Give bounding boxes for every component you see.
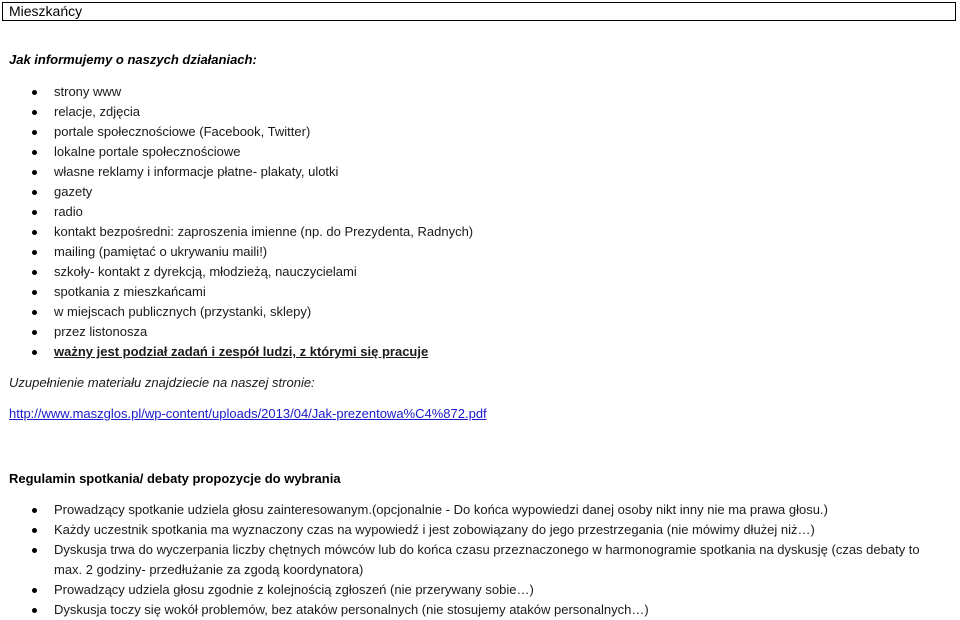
list-item: gazety <box>0 182 473 202</box>
communication-list <box>0 82 473 362</box>
bullet-icon <box>32 528 37 533</box>
bullet-icon <box>32 548 37 553</box>
list-item: własne reklamy i informacje płatne- plakaty, ulotki <box>0 162 473 182</box>
bullet-icon <box>32 608 37 613</box>
list-item: Dyskusja trwa do wyczerpania liczby chętnych mówców lub do końca czasu przeznaczonego w harmonogramie spotkania na dyskusję (czas debaty to max. 2 godziny- przedłużanie za zgodą koordynatora) <box>0 540 934 580</box>
list-item: radio <box>0 202 473 222</box>
bullet-icon <box>32 588 37 593</box>
supplement-text: Uzupełnienie materiału znajdziecie na naszej stronie: <box>9 375 315 390</box>
bullet-icon <box>32 90 37 95</box>
bullet-icon <box>32 110 37 115</box>
bullet-icon <box>32 310 37 315</box>
section-heading-communication: Jak informujemy o naszych działaniach: <box>9 52 257 67</box>
list-item: spotkania z mieszkańcami <box>0 282 473 302</box>
bullet-icon <box>32 170 37 175</box>
list-item: Dyskusja toczy się wokół problemów, bez ataków personalnych (nie stosujemy ataków personalnych…) <box>0 600 934 620</box>
list-item-emphasis: ważny jest podział zadań i zespół ludzi, z którymi się pracuje <box>0 342 473 362</box>
bullet-icon <box>32 190 37 195</box>
list-item: lokalne portale społecznościowe <box>0 142 473 162</box>
bullet-icon <box>32 230 37 235</box>
header-box <box>2 2 956 21</box>
bullet-icon <box>32 210 37 215</box>
bullet-icon <box>32 330 37 335</box>
bullet-icon <box>32 250 37 255</box>
page-title: Mieszkańcy <box>9 3 83 19</box>
list-item: mailing (pamiętać o ukrywaniu maili!) <box>0 242 473 262</box>
list-item: kontakt bezpośredni: zaproszenia imienne (np. do Prezydenta, Radnych) <box>0 222 473 242</box>
list-item: szkoły- kontakt z dyrekcją, młodzieżą, nauczycielami <box>0 262 473 282</box>
list-item: Prowadzący spotkanie udziela głosu zainteresowanym.(opcjonalnie - Do końca wypowiedzi danej osoby nikt inny nie ma prawa głosu.) <box>0 500 934 520</box>
bullet-icon <box>32 290 37 295</box>
supplement-link[interactable]: http://www.maszglos.pl/wp-content/uploads/2013/04/Jak-prezentowa%C4%872.pdf <box>9 406 487 421</box>
list-item: Prowadzący udziela głosu zgodnie z kolejnością zgłoszeń (nie przerywany sobie…) <box>0 580 934 600</box>
rules-list <box>0 500 934 620</box>
bullet-icon <box>32 270 37 275</box>
list-item: strony www <box>0 82 473 102</box>
section-heading-rules: Regulamin spotkania/ debaty propozycje do wybrania <box>9 471 341 486</box>
list-item: relacje, zdjęcia <box>0 102 473 122</box>
list-item: w miejscach publicznych (przystanki, sklepy) <box>0 302 473 322</box>
list-item: portale społecznościowe (Facebook, Twitter) <box>0 122 473 142</box>
bullet-icon <box>32 350 37 355</box>
list-item: Każdy uczestnik spotkania ma wyznaczony czas na wypowiedź i jest zobowiązany do jego przestrzegania (nie mówimy dłużej niż…) <box>0 520 934 540</box>
list-item: przez listonosza <box>0 322 473 342</box>
bullet-icon <box>32 150 37 155</box>
bullet-icon <box>32 130 37 135</box>
bullet-icon <box>32 508 37 513</box>
